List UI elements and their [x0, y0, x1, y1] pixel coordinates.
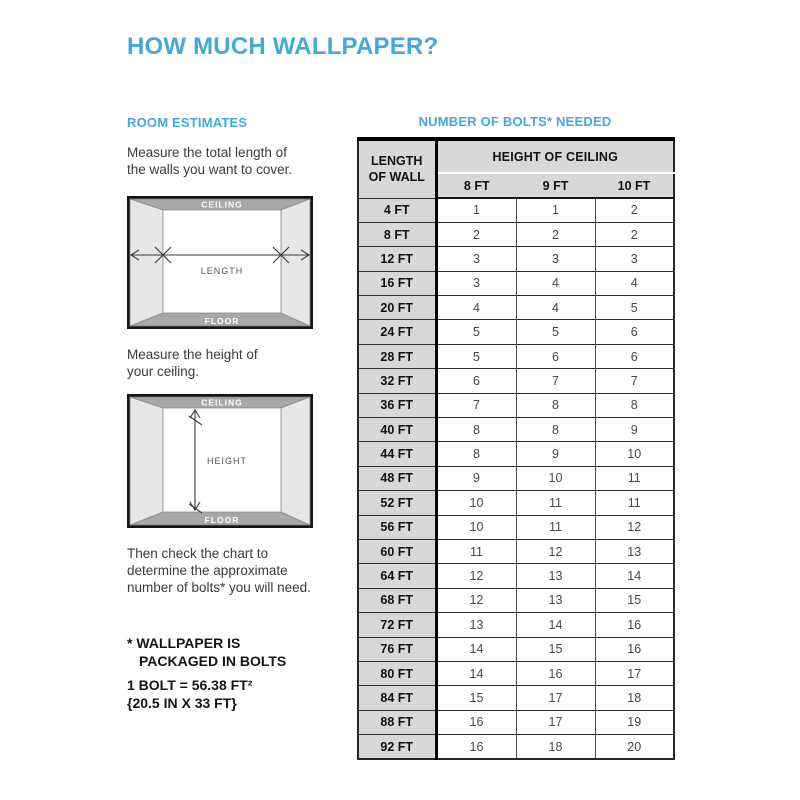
bolts-value-cell: 10	[595, 442, 674, 466]
bolts-value-cell: 6	[595, 320, 674, 344]
wall-length-cell: 8 FT	[358, 222, 436, 246]
bolts-value-cell: 10	[516, 466, 595, 490]
table-row	[358, 369, 674, 393]
bolts-packaging-note	[127, 635, 286, 670]
bolts-value-cell: 20	[595, 735, 674, 759]
table-row	[358, 637, 674, 661]
bolt-size-line2: {20.5 IN X 33 FT}	[127, 694, 237, 711]
bolts-value-cell: 9	[595, 418, 674, 442]
room-height-diagram	[127, 394, 313, 528]
bolts-value-cell: 3	[436, 271, 516, 295]
bolts-value-cell: 7	[516, 369, 595, 393]
wall-length-cell: 84 FT	[358, 686, 436, 710]
bolt-size-line1: 1 BOLT = 56.38 FT²	[127, 677, 253, 693]
wall-length-cell: 28 FT	[358, 344, 436, 368]
bolts-value-cell: 8	[595, 393, 674, 417]
wall-length-cell: 16 FT	[358, 271, 436, 295]
wall-length-cell: 32 FT	[358, 369, 436, 393]
bolts-table	[357, 137, 675, 760]
step3-text	[127, 545, 311, 596]
left-wall	[130, 397, 163, 525]
bolts-value-cell: 12	[436, 564, 516, 588]
bolts-value-cell: 13	[516, 564, 595, 588]
table-row	[358, 466, 674, 490]
bolts-value-cell: 3	[436, 247, 516, 271]
room-estimates-heading: ROOM ESTIMATES	[127, 115, 248, 130]
table-row	[358, 564, 674, 588]
wall-length-cell: 20 FT	[358, 296, 436, 320]
bolts-value-cell: 6	[595, 344, 674, 368]
table-row	[358, 613, 674, 637]
back-wall	[163, 210, 281, 313]
bolts-value-cell: 4	[516, 271, 595, 295]
column-header-10ft: 10 FT	[595, 173, 674, 198]
bolts-value-cell: 19	[595, 710, 674, 734]
bolts-value-cell: 13	[516, 588, 595, 612]
bolts-value-cell: 2	[516, 222, 595, 246]
bolts-value-cell: 14	[595, 564, 674, 588]
table-row	[358, 198, 674, 222]
floor-label: FLOOR	[204, 316, 240, 326]
table-row	[358, 247, 674, 271]
bolts-value-cell: 4	[595, 271, 674, 295]
wall-length-cell: 52 FT	[358, 491, 436, 515]
length-of-wall-header	[358, 139, 436, 198]
page-title: HOW MUCH WALLPAPER?	[127, 33, 439, 60]
table-row	[358, 442, 674, 466]
bolts-value-cell: 7	[436, 393, 516, 417]
table-row	[358, 588, 674, 612]
height-of-ceiling-header: HEIGHT OF CEILING	[436, 139, 674, 173]
right-wall	[281, 397, 310, 525]
bolts-table-body	[358, 198, 674, 759]
bolts-value-cell: 5	[436, 344, 516, 368]
wall-length-cell: 56 FT	[358, 515, 436, 539]
bolts-value-cell: 12	[436, 588, 516, 612]
column-header-9ft: 9 FT	[516, 173, 595, 198]
bolts-value-cell: 17	[516, 710, 595, 734]
bolts-value-cell: 12	[595, 515, 674, 539]
bolts-note-line2: PACKAGED IN BOLTS	[139, 652, 287, 669]
step1-text	[127, 144, 292, 178]
table-row	[358, 418, 674, 442]
bolts-value-cell: 6	[516, 344, 595, 368]
table-row	[358, 222, 674, 246]
bolts-value-cell: 9	[436, 466, 516, 490]
bolts-value-cell: 8	[516, 393, 595, 417]
bolts-value-cell: 15	[436, 686, 516, 710]
wall-length-cell: 76 FT	[358, 637, 436, 661]
bolts-value-cell: 12	[516, 539, 595, 563]
wall-length-cell: 24 FT	[358, 320, 436, 344]
bolts-value-cell: 18	[595, 686, 674, 710]
floor-label: FLOOR	[204, 515, 240, 525]
bolts-value-cell: 8	[436, 418, 516, 442]
bolts-value-cell: 8	[516, 418, 595, 442]
bolts-value-cell: 11	[595, 466, 674, 490]
table-row	[358, 320, 674, 344]
step2-line1: Measure the height of	[127, 347, 258, 362]
bolts-value-cell: 15	[516, 637, 595, 661]
bolts-value-cell: 3	[595, 247, 674, 271]
bolts-value-cell: 8	[436, 442, 516, 466]
bolts-value-cell: 10	[436, 491, 516, 515]
bolts-value-cell: 16	[436, 710, 516, 734]
step3-line2: determine the approximate	[127, 563, 288, 578]
bolts-value-cell: 17	[595, 661, 674, 685]
bolts-value-cell: 7	[595, 369, 674, 393]
wall-length-cell: 48 FT	[358, 466, 436, 490]
room-length-diagram	[127, 196, 313, 329]
wall-length-cell: 68 FT	[358, 588, 436, 612]
bolts-table-container	[357, 137, 675, 760]
bolts-value-cell: 9	[516, 442, 595, 466]
wall-length-cell: 60 FT	[358, 539, 436, 563]
wall-length-cell: 44 FT	[358, 442, 436, 466]
ceiling-label: CEILING	[201, 199, 243, 210]
bolts-value-cell: 14	[436, 661, 516, 685]
wall-length-cell: 92 FT	[358, 735, 436, 759]
column-header-8ft: 8 FT	[436, 173, 516, 198]
wall-length-cell: 4 FT	[358, 198, 436, 222]
bolts-value-cell: 16	[436, 735, 516, 759]
table-row	[358, 393, 674, 417]
table-row	[358, 710, 674, 734]
length-label: LENGTH	[200, 266, 244, 276]
bolts-value-cell: 11	[595, 491, 674, 515]
bolts-value-cell: 16	[516, 661, 595, 685]
wall-length-cell: 72 FT	[358, 613, 436, 637]
bolts-value-cell: 14	[516, 613, 595, 637]
bolts-value-cell: 2	[595, 222, 674, 246]
bolts-value-cell: 3	[516, 247, 595, 271]
table-row	[358, 515, 674, 539]
bolts-value-cell: 4	[436, 296, 516, 320]
table-row	[358, 491, 674, 515]
bolts-value-cell: 6	[436, 369, 516, 393]
step3-line3: number of bolts* you will need.	[127, 580, 311, 595]
bolts-value-cell: 15	[595, 588, 674, 612]
step2-line2: your ceiling.	[127, 364, 200, 379]
bolts-value-cell: 1	[436, 198, 516, 222]
bolts-value-cell: 13	[436, 613, 516, 637]
bolts-value-cell: 18	[516, 735, 595, 759]
length-of-wall-line2: OF WALL	[368, 170, 425, 185]
height-label: HEIGHT	[206, 456, 248, 466]
bolts-value-cell: 11	[516, 491, 595, 515]
bolts-value-cell: 2	[595, 198, 674, 222]
length-of-wall-line1: LENGTH	[371, 154, 423, 169]
bolt-size-note	[127, 677, 252, 712]
bolts-note-line1: * WALLPAPER IS	[127, 635, 241, 651]
wall-length-cell: 64 FT	[358, 564, 436, 588]
wall-length-cell: 88 FT	[358, 710, 436, 734]
wall-length-cell: 12 FT	[358, 247, 436, 271]
table-row	[358, 271, 674, 295]
wall-length-cell: 80 FT	[358, 661, 436, 685]
bolts-value-cell: 5	[595, 296, 674, 320]
bolts-value-cell: 5	[516, 320, 595, 344]
wall-length-cell: 40 FT	[358, 418, 436, 442]
ceiling-label: CEILING	[201, 397, 243, 408]
wall-length-cell: 36 FT	[358, 393, 436, 417]
table-row	[358, 661, 674, 685]
step3-line1: Then check the chart to	[127, 546, 269, 561]
table-row	[358, 686, 674, 710]
bolts-value-cell: 13	[595, 539, 674, 563]
bolts-value-cell: 11	[516, 515, 595, 539]
step1-line1: Measure the total length of	[127, 145, 287, 160]
table-row	[358, 296, 674, 320]
bolts-value-cell: 16	[595, 637, 674, 661]
bolts-value-cell: 1	[516, 198, 595, 222]
bolts-value-cell: 17	[516, 686, 595, 710]
bolts-value-cell: 11	[436, 539, 516, 563]
bolts-table-title: NUMBER OF BOLTS* NEEDED	[418, 114, 612, 129]
step2-text	[127, 346, 258, 380]
table-row	[358, 539, 674, 563]
bolts-value-cell: 16	[595, 613, 674, 637]
step1-line2: the walls you want to cover.	[127, 162, 293, 177]
table-row	[358, 735, 674, 759]
table-header-row-1	[358, 139, 674, 173]
bolts-value-cell: 14	[436, 637, 516, 661]
left-wall	[130, 199, 163, 326]
table-row	[358, 344, 674, 368]
right-wall	[281, 199, 310, 326]
bolts-value-cell: 4	[516, 296, 595, 320]
bolts-value-cell: 5	[436, 320, 516, 344]
bolts-value-cell: 10	[436, 515, 516, 539]
bolts-value-cell: 2	[436, 222, 516, 246]
